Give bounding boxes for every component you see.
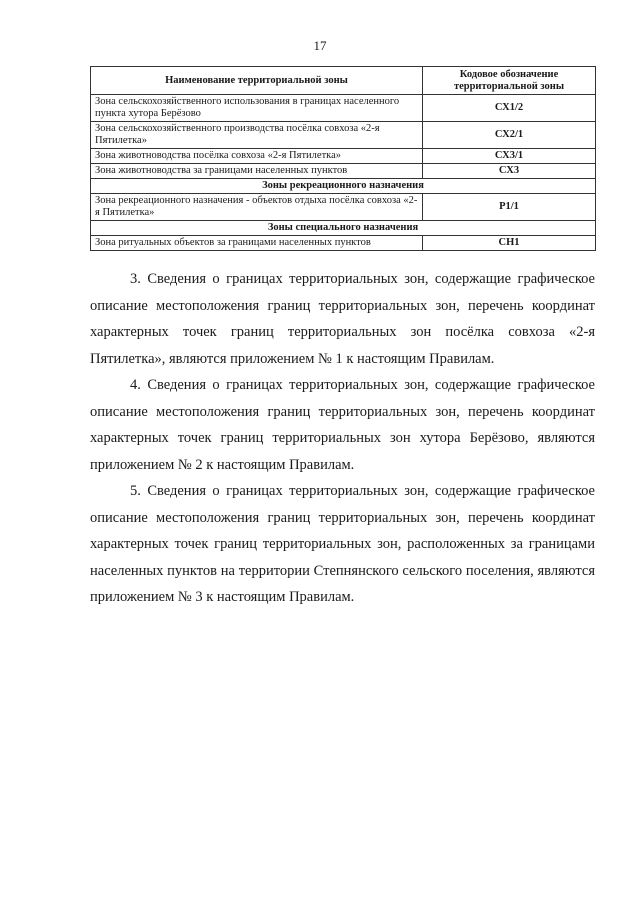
- zone-code-cell: СХ3: [423, 164, 596, 179]
- paragraph: 4. Сведения о границах территориальных зон, содержащие графическое описание местоположения границ территориальных зон, перечень координат характерных точек границ территориальных зон хутора Берёзово, являются приложением № 2 к настоящим Правилам.: [90, 377, 595, 473]
- zone-name-cell: Зона сельскохозяйственного производства посёлка совхоза «2-я Пятилетка»: [91, 122, 423, 149]
- zone-name-cell: Зона ритуальных объектов за границами населенных пунктов: [91, 236, 423, 251]
- table-row: [91, 122, 596, 149]
- section-heading: Зоны рекреационного назначения: [91, 179, 596, 194]
- zone-code-cell: СХ3/1: [423, 149, 596, 164]
- zone-name-cell: Зона рекреационного назначения - объектов отдыха посёлка совхоза «2-я Пятилетка»: [91, 194, 423, 221]
- table-body: [91, 95, 596, 251]
- column-header-zone-code: Кодовое обозначение территориальной зоны: [423, 67, 596, 95]
- table-row: [91, 95, 596, 122]
- table-row: [91, 236, 596, 251]
- table-section-row: [91, 221, 596, 236]
- territorial-zones-table: [90, 66, 596, 251]
- column-header-zone-name: Наименование территориальной зоны: [91, 67, 423, 95]
- section-heading: Зоны специального назначения: [91, 221, 596, 236]
- zone-code-cell: Р1/1: [423, 194, 596, 221]
- paragraph: 5. Сведения о границах территориальных зон, содержащие графическое описание местоположения границ территориальных зон, перечень координат характерных точек границ территориальных зон, расположенных за границами населенных пунктов на территории Степнянского сельского поселения, являются приложением № 3 к настоящим Правилам.: [90, 483, 595, 605]
- table-row: [91, 149, 596, 164]
- zone-name-cell: Зона животноводства за границами населенных пунктов: [91, 164, 423, 179]
- zone-code-cell: СХ2/1: [423, 122, 596, 149]
- table-row: [91, 164, 596, 179]
- page-number: 17: [313, 38, 327, 53]
- zone-code-cell: СН1: [423, 236, 596, 251]
- table-section-row: [91, 179, 596, 194]
- zone-name-cell: Зона животноводства посёлка совхоза «2-я Пятилетка»: [91, 149, 423, 164]
- body-text: [90, 266, 595, 611]
- paragraph: 3. Сведения о границах территориальных зон, содержащие графическое описание местоположения границ территориальных зон, перечень координат характерных точек границ территориальных зон посёлка совхоза «2-я Пятилетка», являются приложением № 1 к настоящим Правилам.: [90, 271, 595, 367]
- zone-code-cell: СХ1/2: [423, 95, 596, 122]
- zone-name-cell: Зона сельскохозяйственного использования в границах населенного пункта хутора Берёзово: [91, 95, 423, 122]
- table-row: [91, 194, 596, 221]
- table-header-row: [91, 67, 596, 95]
